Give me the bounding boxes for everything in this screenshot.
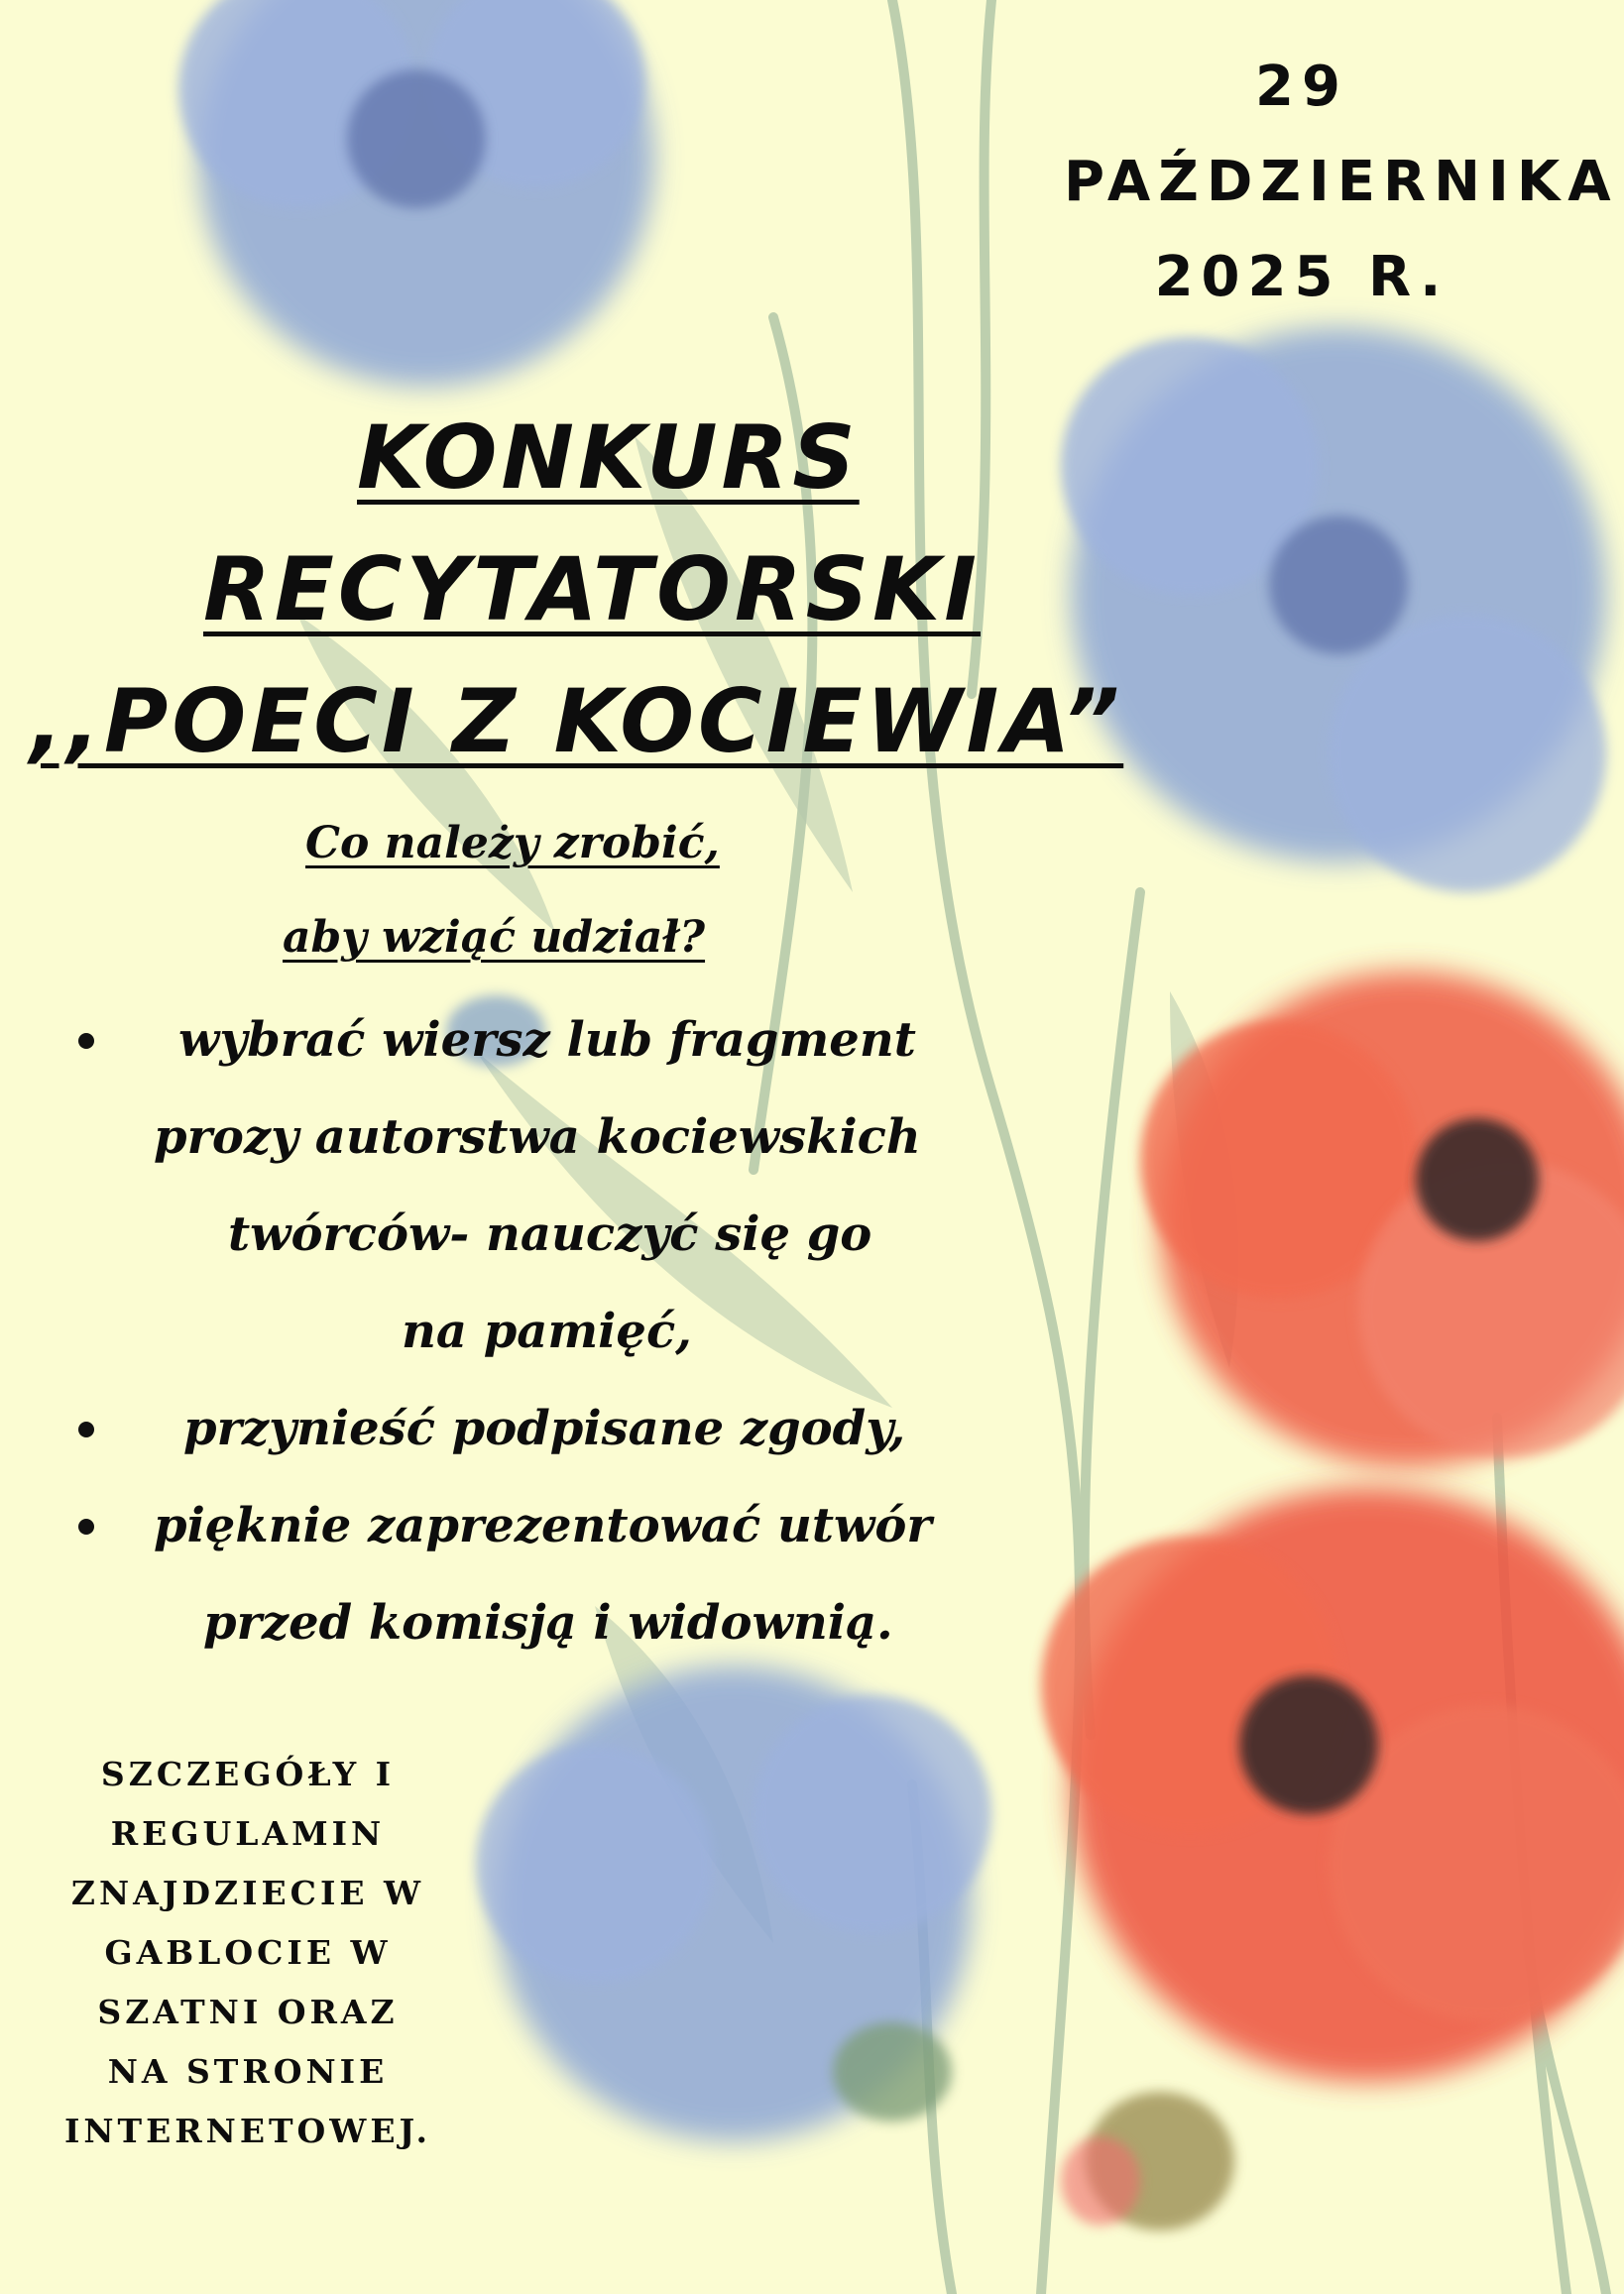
steps-list — [0, 991, 1624, 1705]
bullet-icon — [78, 1519, 94, 1535]
step-1-line-1: wybrać wiersz lub fragment — [178, 1012, 916, 1068]
date-month: PAŹDZIERNIKA — [1064, 150, 1619, 214]
bullet-icon — [78, 1033, 94, 1049]
step-3-line-1: pięknie zaprezentować utwór — [154, 1498, 932, 1553]
title-line-3: ,,POECI Z KOCIEWIA” — [30, 670, 1124, 772]
cornflower-illustration — [178, 0, 654, 387]
step-1-line-2: prozy autorstwa kociewskich — [154, 1109, 921, 1165]
step-3-line-2: przed komisją i widownią. — [203, 1595, 893, 1651]
date-day: 29 — [1255, 55, 1348, 119]
bullet-icon — [78, 1422, 94, 1437]
event-date — [1064, 40, 1619, 325]
cornflower-illustration — [476, 1665, 991, 2141]
date-year: 2025 R. — [1154, 245, 1450, 309]
step-1-line-3: twórców- nauczyć się go — [228, 1206, 872, 1262]
poppy-bud-illustration — [1061, 2092, 1234, 2231]
info-line-6: NA STRONIE — [107, 2052, 389, 2091]
title-line-2: RECYTATORSKI — [203, 538, 981, 640]
info-line-2: REGULAMIN — [110, 1814, 386, 1853]
info-line-4: GABLOCIE W — [104, 1933, 392, 1972]
info-line-1: SZCZEGÓŁY I — [100, 1755, 396, 1793]
info-line-5: SZATNI ORAZ — [97, 1993, 399, 2031]
title-line-1: KONKURS — [357, 406, 860, 509]
info-block — [30, 1745, 466, 2161]
cornflower-illustration — [1061, 327, 1606, 892]
question-line-2: aby wziąć udział? — [283, 912, 706, 963]
step-2-line-1: przynieść podpisane zgody, — [183, 1401, 906, 1456]
step-1-line-4: na pamięć, — [402, 1304, 692, 1359]
info-line-3: ZNAJDZIECIE W — [70, 1874, 425, 1912]
question-line-1: Co należy zrobić, — [305, 818, 720, 868]
info-line-7: INTERNETOWEJ. — [63, 2112, 432, 2150]
